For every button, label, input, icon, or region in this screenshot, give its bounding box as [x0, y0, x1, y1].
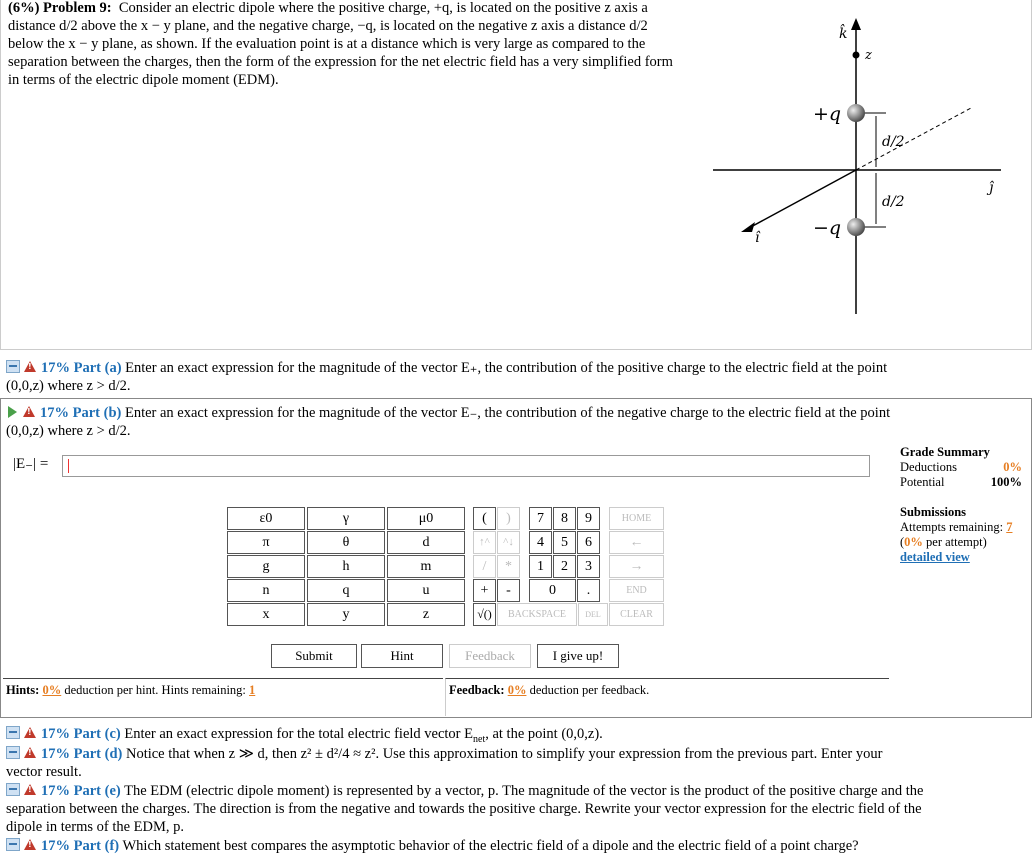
warning-icon — [23, 406, 35, 417]
part-e[interactable]: !17% Part (e) The EDM (electric dipole moment) is represented by a vector, p. The magnitude of the vector is the product of the positive charge and the separation between the charges. The direction is from the negative and towards the positive charge. Rewrite your vector expression for the electric field of the dipole in terms of the EDM, p. — [6, 782, 1026, 836]
key-epsilon0[interactable]: ε0 — [227, 507, 305, 530]
hint-button[interactable]: Hint — [361, 644, 443, 668]
key-gamma[interactable]: γ — [307, 507, 385, 530]
x-axis-arrow — [741, 222, 755, 232]
key-left-arrow: ← — [609, 531, 664, 554]
part-b-label[interactable]: 17% Part (b) — [40, 405, 122, 421]
key-dot[interactable]: . — [577, 579, 600, 602]
give-up-button[interactable]: I give up! — [537, 644, 619, 668]
problem-panel — [0, 0, 1032, 350]
key-backspace: BACKSPACE — [497, 603, 577, 626]
grade-summary: Grade Summary Deductions 0% Potential 100% Submissions Attempts remaining: 7 (0% per attempt) detailed view — [900, 445, 1022, 564]
document-icon[interactable] — [6, 360, 20, 373]
key-6[interactable]: 6 — [577, 531, 600, 554]
part-a[interactable]: !17% Part (a) Enter an exact expression for the magnitude of the vector E₊, the contribution of the positive charge to the electric field at the point (0,0,z) where z > d/2. — [6, 359, 1026, 395]
problem-text: Consider an electric dipole where the positive charge, +q, is located on the positive z axis a distance d/2 above the x − y plane, and the negative charge, −q, is located on the negative z axis a distance d/2 below the x − y plane, as shown. If the evaluation point is at a distance which is very large as compared to the separation between the charges, then the form of the expression for the net electric field has a very simplified form in terms of the electric dipole moment (EDM). — [8, 0, 673, 88]
part-d[interactable]: !17% Part (d) Notice that when z ≫ d, then z² ± d²/4 ≈ z². Use this approximation to simplify your expression from the previous part. Enter your vector result. — [6, 745, 1026, 781]
key-d[interactable]: d — [387, 531, 465, 554]
key-3[interactable]: 3 — [577, 555, 600, 578]
i-hat-label: î — [755, 230, 760, 246]
dipole-figure — [701, 14, 1031, 324]
warning-icon — [24, 839, 36, 850]
play-icon — [8, 406, 17, 418]
key-z[interactable]: z — [387, 603, 465, 626]
key-pow-down: ^↓ — [497, 531, 520, 554]
detailed-view-link[interactable]: detailed view — [900, 550, 970, 564]
problem-statement — [8, 0, 680, 89]
key-sqrt[interactable]: √() — [473, 603, 496, 626]
text-caret — [68, 459, 69, 473]
z-point — [853, 52, 860, 59]
key-right-arrow: → — [609, 555, 664, 578]
warning-icon — [24, 727, 36, 738]
key-paren-close: ) — [497, 507, 520, 530]
part-a-label[interactable]: 17% Part (a) — [41, 360, 122, 376]
key-plus[interactable]: + — [473, 579, 496, 602]
problem-label: (6%) Problem 9: — [8, 0, 112, 16]
d-half-bottom-label: d/2 — [882, 194, 905, 210]
key-0[interactable]: 0 — [529, 579, 576, 602]
key-x[interactable]: x — [227, 603, 305, 626]
key-5[interactable]: 5 — [553, 531, 576, 554]
document-icon[interactable] — [6, 783, 20, 796]
part-f[interactable]: !17% Part (f) Which statement best compares the asymptotic behavior of the electric field of a dipole and the electric field of a point charge? — [6, 837, 1026, 855]
key-divide: / — [473, 555, 496, 578]
key-theta[interactable]: θ — [307, 531, 385, 554]
warning-icon — [24, 747, 36, 758]
feedback-info: Feedback: 0% deduction per feedback. — [445, 678, 889, 716]
key-g[interactable]: g — [227, 555, 305, 578]
part-b[interactable]: !17% Part (b) Enter an exact expression for the magnitude of the vector E₋, the contribution of the negative charge to the electric field at the point (0,0,z) where z > d/2. — [6, 404, 1026, 440]
key-7[interactable]: 7 — [529, 507, 552, 530]
key-h[interactable]: h — [307, 555, 385, 578]
answer-label: |E₋| = — [13, 456, 49, 472]
z-label: z — [865, 48, 872, 63]
key-2[interactable]: 2 — [553, 555, 576, 578]
part-c[interactable]: !17% Part (c) Enter an exact expression for the total electric field vector $E_{net}$, at the point (0,0,z). — [6, 725, 1026, 749]
key-minus[interactable]: - — [497, 579, 520, 602]
pos-charge-label: +q — [813, 103, 842, 125]
key-end: END — [609, 579, 664, 602]
feedback-button: Feedback — [449, 644, 531, 668]
hints-info: Hints: 0% deduction per hint. Hints remaining: 1 — [3, 678, 443, 716]
warning-icon — [24, 361, 36, 372]
key-del: DEL — [578, 603, 608, 626]
key-mu0[interactable]: μ0 — [387, 507, 465, 530]
document-icon[interactable] — [6, 746, 20, 759]
key-y[interactable]: y — [307, 603, 385, 626]
key-u[interactable]: u — [387, 579, 465, 602]
key-4[interactable]: 4 — [529, 531, 552, 554]
key-9[interactable]: 9 — [577, 507, 600, 530]
key-m[interactable]: m — [387, 555, 465, 578]
key-times: * — [497, 555, 520, 578]
document-icon[interactable] — [6, 726, 20, 739]
document-icon[interactable] — [6, 838, 20, 851]
key-home: HOME — [609, 507, 664, 530]
key-pow-up: ↑^ — [473, 531, 496, 554]
dashed-line — [856, 108, 971, 170]
key-q[interactable]: q — [307, 579, 385, 602]
neg-charge-label: −q — [813, 217, 842, 239]
key-pi[interactable]: π — [227, 531, 305, 554]
submit-button[interactable]: Submit — [271, 644, 357, 668]
z-axis-arrow — [851, 18, 861, 30]
negative-charge — [847, 218, 865, 236]
key-8[interactable]: 8 — [553, 507, 576, 530]
k-hat-label: k̂ — [839, 26, 848, 42]
d-half-top-label: d/2 — [882, 134, 905, 150]
j-hat-label: ĵ — [989, 180, 994, 196]
key-paren-open[interactable]: ( — [473, 507, 496, 530]
warning-icon — [24, 784, 36, 795]
key-n[interactable]: n — [227, 579, 305, 602]
answer-input[interactable] — [62, 455, 870, 477]
positive-charge — [847, 104, 865, 122]
key-clear: CLEAR — [609, 603, 664, 626]
key-1[interactable]: 1 — [529, 555, 552, 578]
